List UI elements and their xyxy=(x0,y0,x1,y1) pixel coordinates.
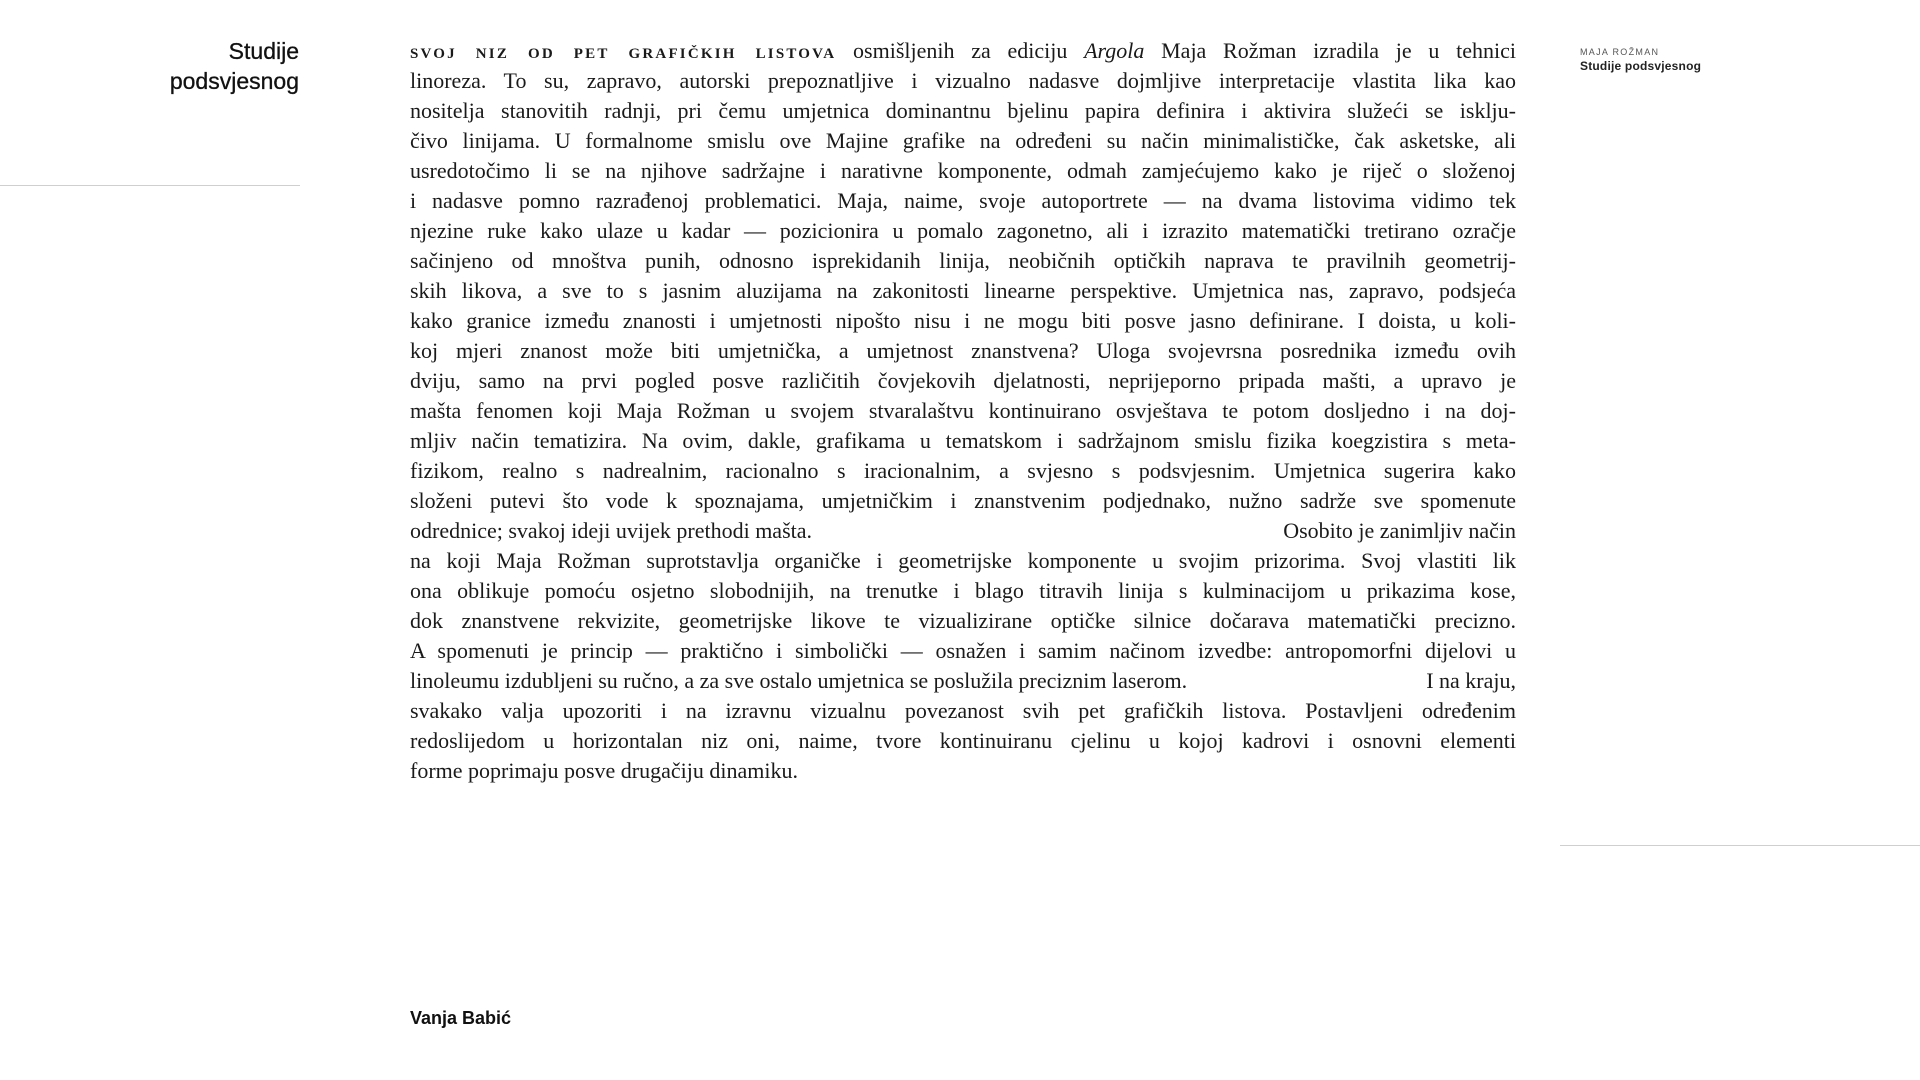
essay-text: osmišljenih za ediciju xyxy=(836,38,1085,63)
essay-line: na koji Maja Rožman suprotstavlja organičke i geometrijske komponente u svojim prizorima. Svoj vlastiti lik xyxy=(410,548,1516,573)
essay-line: sačinjeno od mnoštva punih, odnosno isprekidanih linija, neobičnih optičkih naprava te pravilnih geometrij- xyxy=(410,248,1516,273)
essay-line: dviju, samo na prvi pogled posve različitih čovjekovih djelatnosti, neprijeporno pripada mašti, a upravo je xyxy=(410,368,1516,393)
essay-line: linoreza. To su, zapravo, autorski prepoznatljive i vizualno nadasve dojmljive interpretacije vlastita lika kao xyxy=(410,68,1516,93)
essay-line: A spomenuti je princip — praktično i simbolički — osnažen i samim načinom izvedbe: antropomorfni dijelovi u xyxy=(410,638,1516,663)
edition-name: Argola xyxy=(1084,38,1145,63)
left-divider xyxy=(0,185,300,186)
essay-line: redoslijedom u horizontalan niz oni, naime, tvore kontinuiranu cjelinu u kojoj kadrovi i osnovni elementi xyxy=(410,728,1516,753)
chapter-title-line-2: podsvjesnog xyxy=(169,68,299,94)
chapter-title-line-1: Studije xyxy=(228,38,299,64)
essay-line: svakako valja upozoriti i na izravnu vizualnu povezanost svih pet grafičkih listova. Postavljeni određenim xyxy=(410,698,1516,723)
paragraph-start: I na kraju, xyxy=(1426,668,1516,693)
essay-line: i nadasve pomno razrađenoj problematici. Maja, naime, svoje autoportrete — na dvama listovima vidimo tek xyxy=(410,188,1516,213)
essay-line: čivo linijama. U formalnome smislu ove Majine grafike na određeni su način minimalističke, čak asketske, ali xyxy=(410,128,1516,153)
essay-line: mašta fenomen koji Maja Rožman u svojem stvaralaštvu kontinuirano osvještava te potom dosljedno i na doj- xyxy=(410,398,1516,423)
essay-line: njezine ruke kako ulaze u kadar — pozicionira u pomalo zagonetno, ali i izrazito matematički tretirano ozračje xyxy=(410,218,1516,243)
essay-line xyxy=(410,36,1516,66)
essay-line: koj mjeri znanost može biti umjetnička, a umjetnost znanstvena? Uloga svojevrsna posrednika između ovih xyxy=(410,338,1516,363)
essay-line: dok znanstvene rekvizite, geometrijske likove te vizualizirane optičke silnice dočarava matematički precizno. xyxy=(410,608,1516,633)
paragraph-end: odrednice; svakoj ideji uvijek prethodi mašta. xyxy=(410,518,813,543)
lead-small-caps: svoj niz od pet grafičkih listova xyxy=(410,38,837,63)
paragraph-start: Osobito je zanimljiv način xyxy=(1283,518,1516,543)
essay-author: Vanja Babić xyxy=(410,1008,512,1028)
essay-line-split xyxy=(410,666,1516,696)
right-divider xyxy=(1560,845,1920,846)
essay-line: skih likova, a sve to s jasnim aluzijama na zakonitosti linearne perspektive. Umjetnica nas, zapravo, podsjeća xyxy=(410,278,1516,303)
essay-line-split xyxy=(410,516,1516,546)
essay-line: kako granice između znanosti i umjetnosti nipošto nisu i ne mogu biti posve jasno definirane. I doista, u koli- xyxy=(410,308,1516,333)
essay-line: forme poprimaju posve drugačiju dinamiku. xyxy=(410,758,798,783)
essay-line: fizikom, realno s nadrealnim, racionalno s iracionalnim, a svjesno s podsvjesnim. Umjetnica sugerira kako xyxy=(410,458,1516,483)
essay-line: nositelja stanovitih radnji, pri čemu umjetnica dominantnu bjelinu papira definira i aktivira služeći se isklju- xyxy=(410,98,1516,123)
paragraph-end: linoleumu izdubljeni su ručno, a za sve ostalo umjetnica se poslužila preciznim laserom. xyxy=(410,668,1188,693)
essay-line: usredotočimo li se na njihove sadržajne i narativne komponente, odmah zamjećujemo kako je riječ o složenoj xyxy=(410,158,1516,183)
running-header-author: MAJA ROŽMAN xyxy=(1580,47,1660,57)
essay-text: Maja Rožman izradila je u tehnici xyxy=(1144,38,1516,63)
essay-body xyxy=(410,36,1516,786)
running-header-title: Studije podsvjesnog xyxy=(1580,59,1702,73)
essay-line: ona oblikuje pomoću osjetno slobodnijih, na trenutke i blago titravih linija s kulminacijom u prikazima kose, xyxy=(410,578,1516,603)
essay-line: mljiv način tematizira. Na ovim, dakle, grafikama u tematskom i sadržajnom smislu fizika koegzistira s meta- xyxy=(410,428,1516,453)
running-header xyxy=(1580,47,1701,74)
essay-line: složeni putevi što vode k spoznajama, umjetničkim i znanstvenim podjednako, nužno sadrže sve spomenute xyxy=(410,488,1516,513)
chapter-title xyxy=(0,36,299,96)
